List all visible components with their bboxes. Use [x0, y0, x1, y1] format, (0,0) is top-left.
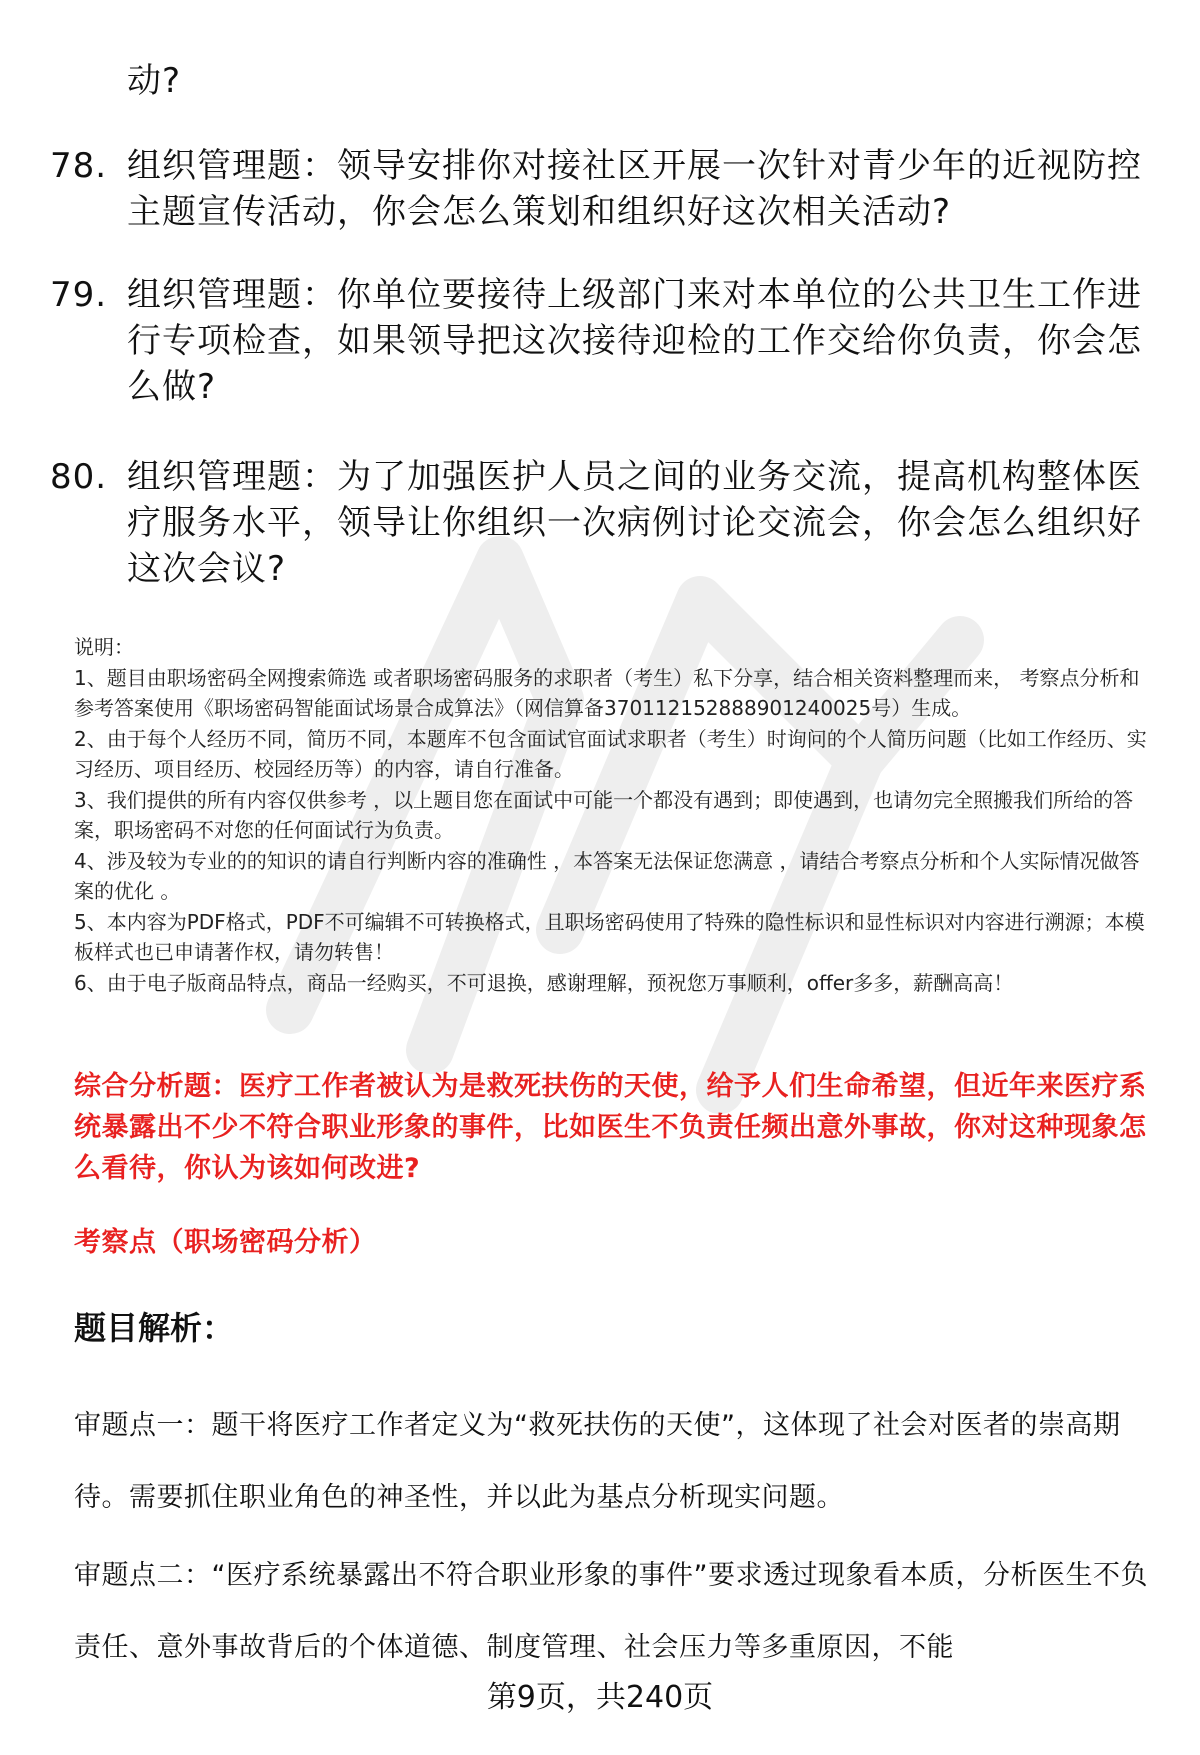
question-item	[50, 454, 1150, 592]
highlight-question: 综合分析题：医疗工作者被认为是救死扶伤的天使，给予人们生命希望，但近年来医疗系统暴露出不少不符合职业形象的事件，比如医生不负责任频出意外事故，你对这种现象怎么看待，你认为该如何改进?	[74, 1071, 1147, 1184]
note-item: 3、我们提供的所有内容仅供参考 ，以上题目您在面试中可能一个都没有遇到；即使遇到，也请勿完全照搬我们所给的答案，职场密码不对您的任何面试行为负责。	[74, 787, 1134, 842]
note-item: 2、由于每个人经历不同，简历不同，本题库不包含面试官面试求职者（考生）时询问的个人简历问题（比如工作经历、实习经历、项目经历、校园经历等）的内容，请自行准备。	[74, 726, 1147, 781]
question-number: 79.	[50, 275, 108, 315]
notes-heading: 说明：	[74, 635, 134, 659]
question-item	[50, 143, 1150, 235]
question-text: 组织管理题：你单位要接待上级部门来对本单位的公共卫生工作进行专项检查，如果领导把这次接待迎检的工作交给你负责，你会怎么做?	[127, 275, 1142, 407]
note-item: 6、由于电子版商品特点，商品一经购买，不可退换，感谢理解，预祝您万事顺利，offer多多，薪酬高高！	[74, 970, 1014, 995]
question-text: 组织管理题：领导安排你对接社区开展一次针对青少年的近视防控主题宣传活动，你会怎么策划和组织好这次相关活动?	[127, 146, 1142, 232]
question-number: 80.	[50, 457, 108, 497]
note-item: 4、涉及较为专业的的知识的请自行判断内容的准确性 ，本答案无法保证您满意 ，请结合考察点分析和个人实际情况做答案的优化 。	[74, 848, 1140, 903]
page-footer: 第9页，共240页	[486, 1680, 714, 1715]
question-continuation: 动?	[127, 61, 182, 101]
analysis-point: 审题点二：“医疗系统暴露出不符合职业形象的事件”要求透过现象看本质，分析医生不负责任、意外事故背后的个体道德、制度管理、社会压力等多重原因，不能	[74, 1560, 1148, 1663]
note-item: 1、题目由职场密码全网搜索筛选 或者职场密码服务的求职者（考生）私下分享，结合相关资料整理而来， 考察点分析和参考答案使用《职场密码智能面试场景合成算法》（网信算备370112152888901240025号）生成。	[74, 665, 1140, 720]
analysis-point: 审题点一：题干将医疗工作者定义为“救死扶伤的天使”，这体现了社会对医者的崇高期待。需要抓住职业角色的神圣性，并以此为基点分析现实问题。	[74, 1410, 1121, 1513]
question-item	[50, 272, 1150, 410]
analysis-label: 考察点（职场密码分析）	[74, 1227, 377, 1258]
notes-section	[74, 632, 1154, 998]
section-title: 题目解析：	[74, 1309, 235, 1347]
question-text: 组织管理题：为了加强医护人员之间的业务交流，提高机构整体医疗服务水平，领导让你组织一次病例讨论交流会，你会怎么组织好这次会议?	[127, 457, 1142, 589]
question-number: 78.	[50, 146, 108, 186]
note-item: 5、本内容为PDF格式，PDF不可编辑不可转换格式，且职场密码使用了特殊的隐性标识和显性标识对内容进行溯源；本模板样式也已申请著作权，请勿转售！	[74, 909, 1145, 964]
